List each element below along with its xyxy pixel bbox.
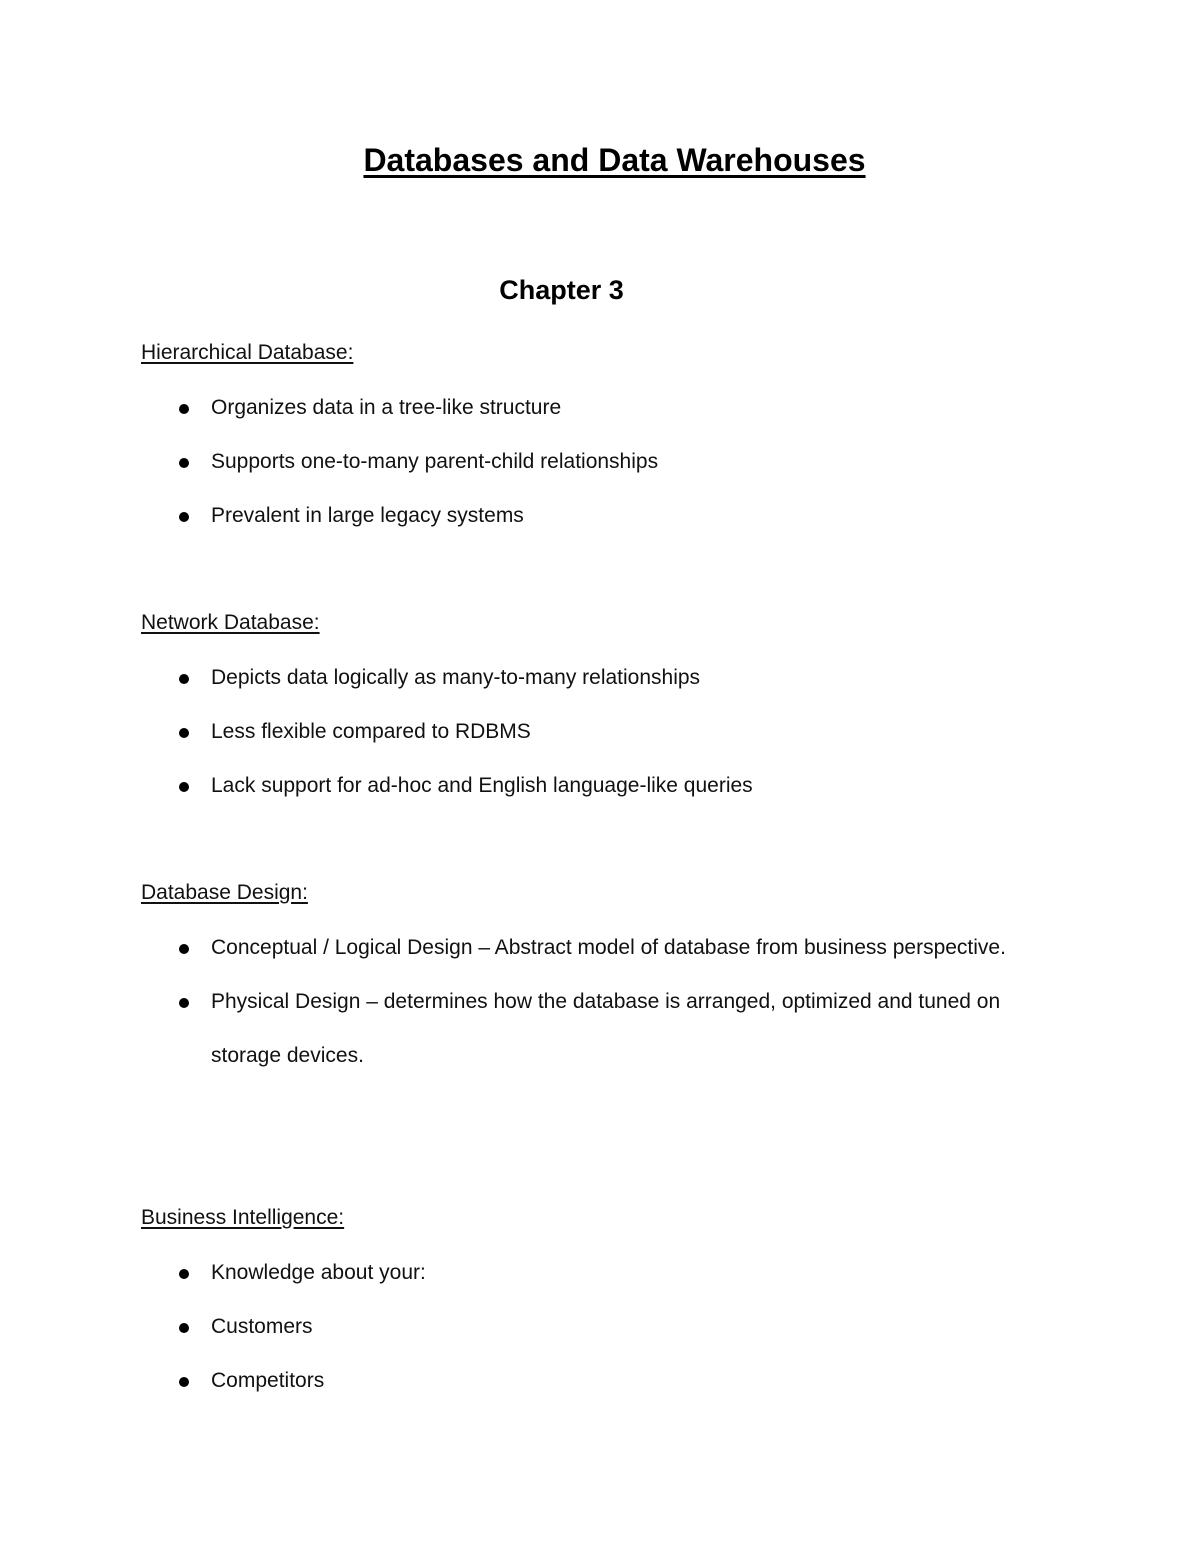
section-network-database: [141, 608, 1041, 813]
list-item-text: Conceptual / Logical Design – Abstract model of database from business perspective.: [211, 936, 1006, 959]
bullet-icon: [179, 1377, 189, 1387]
bullet-icon: [179, 1269, 189, 1279]
list-item: [141, 651, 1041, 705]
bullet-list: [141, 1246, 1041, 1408]
bullet-icon: [179, 728, 189, 738]
bullet-list: [141, 921, 1041, 1083]
section-database-design: [141, 878, 1041, 1083]
bullet-icon: [179, 998, 189, 1008]
list-item-text: Knowledge about your:: [211, 1261, 426, 1284]
list-item: [141, 759, 1041, 813]
list-item-text: Supports one-to-many parent-child relationships: [211, 450, 659, 473]
section-business-intelligence: [141, 1203, 1041, 1408]
list-item: [141, 921, 1041, 975]
document-title: Databases and Data Warehouses: [363, 142, 866, 178]
list-item: [141, 705, 1041, 759]
list-item-text: Prevalent in large legacy systems: [211, 504, 524, 527]
bullet-icon: [179, 944, 189, 954]
list-item: [141, 489, 1041, 543]
list-item-text: Less flexible compared to RDBMS: [211, 720, 531, 743]
list-item-text: Lack support for ad-hoc and English language-like queries: [211, 774, 753, 797]
list-item-text: Organizes data in a tree-like structure: [211, 396, 562, 419]
chapter-heading: Chapter 3: [499, 275, 624, 305]
section-heading: Network Database:: [141, 611, 320, 634]
section-heading: Business Intelligence:: [141, 1206, 345, 1229]
bullet-icon: [179, 458, 189, 468]
list-item-text: Depicts data logically as many-to-many relationships: [211, 666, 701, 689]
list-item-text: Physical Design – determines how the database is arranged, optimized and tuned on storage devices.: [211, 990, 1001, 1067]
bullet-icon: [179, 404, 189, 414]
bullet-icon: [179, 782, 189, 792]
bullet-icon: [179, 1323, 189, 1333]
bullet-list: [141, 381, 1041, 543]
list-item: [141, 381, 1041, 435]
list-item: [141, 975, 1041, 1083]
list-item-text: Competitors: [211, 1369, 325, 1392]
section-hierarchical-database: [141, 338, 1041, 543]
bullet-icon: [179, 512, 189, 522]
section-heading: Database Design:: [141, 881, 308, 904]
bullet-list: [141, 651, 1041, 813]
list-item: [141, 1354, 1041, 1408]
list-item: [141, 435, 1041, 489]
bullet-icon: [179, 674, 189, 684]
list-item-text: Customers: [211, 1315, 313, 1338]
section-heading: Hierarchical Database:: [141, 341, 354, 364]
list-item: [141, 1300, 1041, 1354]
list-item: [141, 1246, 1041, 1300]
